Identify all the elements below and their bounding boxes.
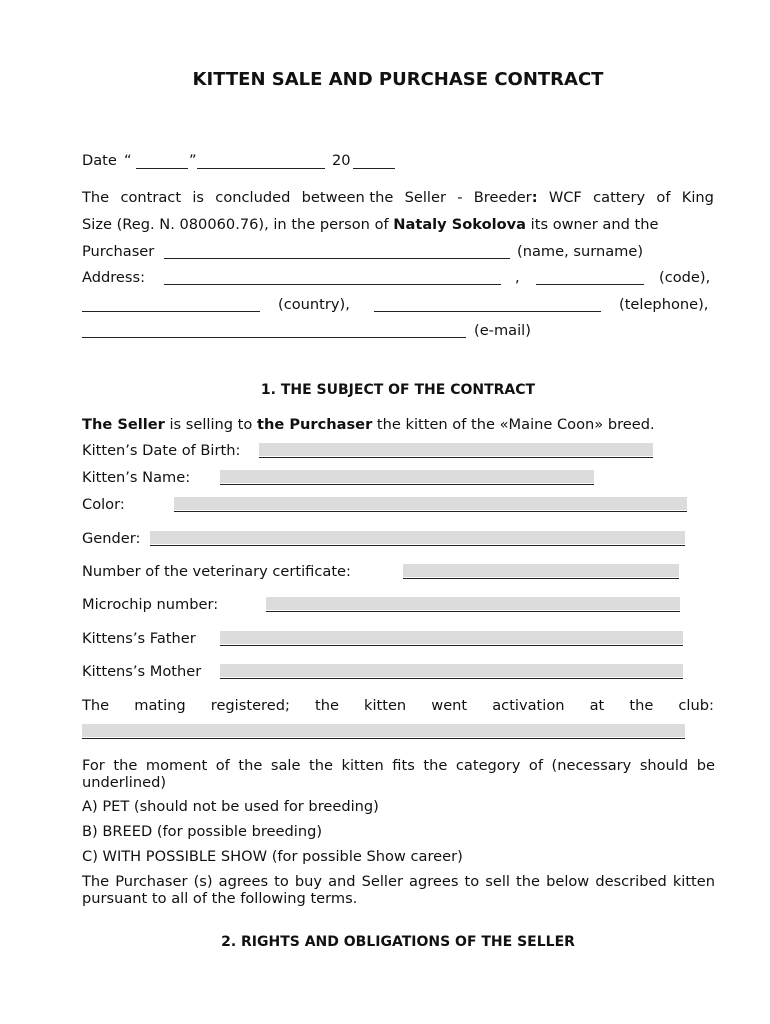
mating-word: went: [431, 697, 468, 714]
email-field[interactable]: [82, 337, 466, 338]
country-field[interactable]: [82, 311, 260, 312]
country-hint: (country),: [278, 296, 350, 313]
microchip-underline: [266, 611, 680, 612]
vet-certificate-label: Number of the veterinary certificate:: [82, 563, 351, 580]
intro-word: -: [457, 189, 463, 206]
intro-word: Seller: [404, 189, 446, 206]
mating-word: The: [82, 697, 110, 714]
date-label: Date: [82, 152, 117, 169]
telephone-hint: (telephone),: [619, 296, 709, 313]
intro-word: WCF: [548, 189, 582, 206]
mating-word: the: [629, 697, 654, 714]
color-field[interactable]: [174, 497, 687, 510]
vet-certificate-underline: [403, 578, 679, 579]
purchaser-hint: (name, surname): [517, 243, 644, 260]
mother-underline: [220, 678, 683, 679]
club-underline: [82, 738, 685, 739]
mating-word: the: [314, 697, 339, 714]
intro-word: is: [192, 189, 205, 206]
telephone-field[interactable]: [374, 311, 601, 312]
option-pet: A) PET (should not be used for breeding): [82, 798, 379, 815]
gender-field[interactable]: [150, 531, 685, 544]
mother-field[interactable]: [220, 664, 683, 677]
mating-word: mating: [134, 697, 186, 714]
address-field[interactable]: [164, 284, 501, 285]
email-hint: (e-mail): [474, 322, 531, 339]
subject-sentence: The Seller is selling to the Purchaser the kitten of the «Maine Coon» breed.: [82, 416, 655, 433]
purchaser-label: Purchaser: [82, 243, 155, 260]
intro-word: cattery: [593, 189, 646, 206]
gender-label: Gender:: [82, 530, 141, 547]
intro-word: between the: [301, 189, 394, 206]
color-underline: [174, 511, 687, 512]
intro-word: concluded: [215, 189, 291, 206]
code-hint: (code),: [659, 269, 711, 286]
kitten-name-label: Kitten’s Name:: [82, 469, 191, 486]
date-open-quote: “: [124, 152, 132, 169]
agreement-paragraph: The Purchaser (s) agrees to buy and Seller agrees to sell the below described kitten pursuant to all of the following terms.: [82, 873, 715, 907]
owner-name: Nataly Sokolova: [393, 216, 527, 233]
microchip-field[interactable]: [266, 597, 680, 610]
color-label: Color:: [82, 496, 125, 513]
purchaser-name-field[interactable]: [164, 258, 510, 259]
mating-word: kitten: [364, 697, 407, 714]
intro-word: contract: [120, 189, 182, 206]
address-label: Address:: [82, 269, 146, 286]
section-2-heading: 2. RIGHTS AND OBLIGATIONS OF THE SELLER: [221, 934, 575, 950]
address-comma: ,: [515, 269, 520, 286]
date-close-quote: ”: [189, 152, 197, 169]
intro-word: The: [82, 189, 110, 206]
postal-code-field[interactable]: [536, 284, 644, 285]
dob-field[interactable]: [259, 443, 653, 456]
kitten-name-underline: [220, 484, 594, 485]
option-show: C) WITH POSSIBLE SHOW (for possible Show career): [82, 848, 463, 865]
mating-word: registered;: [210, 697, 290, 714]
club-field[interactable]: [82, 724, 685, 737]
date-year-prefix: 20: [332, 152, 351, 169]
microchip-label: Microchip number:: [82, 596, 219, 613]
document-title: KITTEN SALE AND PURCHASE CONTRACT: [192, 69, 604, 90]
category-paragraph: For the moment of the sale the kitten fits the category of (necessary should be underlined): [82, 757, 715, 791]
intro-word: King: [681, 189, 714, 206]
option-breed: B) BREED (for possible breeding): [82, 823, 323, 840]
date-month-field[interactable]: [197, 168, 325, 169]
intro-line-1: [82, 189, 714, 207]
mother-label: Kittens’s Mother: [82, 663, 202, 680]
gender-underline: [150, 545, 685, 546]
kitten-name-field[interactable]: [220, 470, 594, 483]
mating-line: [82, 697, 714, 715]
intro-word: of: [656, 189, 671, 206]
intro-word: Breeder:: [473, 189, 538, 206]
mating-word: activation: [492, 697, 565, 714]
father-label: Kittens’s Father: [82, 630, 196, 647]
father-field[interactable]: [220, 631, 683, 644]
section-1-heading: 1. THE SUBJECT OF THE CONTRACT: [260, 382, 536, 398]
father-underline: [220, 645, 683, 646]
date-year-field[interactable]: [353, 168, 395, 169]
dob-label: Kitten’s Date of Birth:: [82, 442, 241, 459]
intro-line-2: Size (Reg. N. 080060.76), in the person of Nataly Sokolova its owner and the: [82, 216, 659, 233]
vet-certificate-field[interactable]: [403, 564, 679, 577]
dob-underline: [259, 457, 653, 458]
mating-word: at: [589, 697, 605, 714]
date-day-field[interactable]: [136, 168, 188, 169]
mating-word: club:: [678, 697, 714, 714]
